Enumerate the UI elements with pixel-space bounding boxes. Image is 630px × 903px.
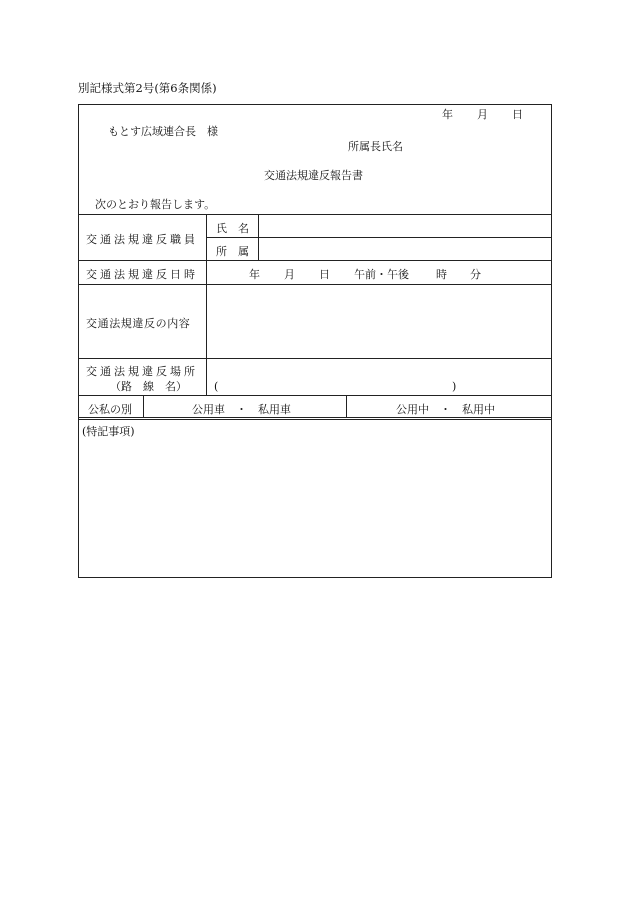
violation-place-field[interactable] (222, 378, 448, 393)
staff-affiliation-field[interactable] (262, 241, 548, 258)
content-row-label: 交通法規違反の内容 (86, 317, 191, 330)
place-open-paren: ( (214, 380, 219, 393)
duty-type-options[interactable]: 公用中 ・ 私用中 (396, 403, 495, 416)
datetime-month-label: 月 (284, 268, 295, 281)
date-month-label: 月 (477, 108, 488, 121)
place-close-paren: ) (452, 380, 457, 393)
route-name-label: （路 線 名） (110, 380, 187, 393)
place-row-label: 交通法規違反場所 (86, 365, 198, 378)
datetime-hour-label: 時 (436, 268, 447, 281)
vehicle-type-options[interactable]: 公用車 ・ 私用車 (192, 403, 291, 416)
intro-text: 次のとおり報告します。 (95, 198, 216, 211)
reporter-name-label: 所属長氏名 (348, 140, 403, 153)
remarks-field[interactable] (84, 440, 546, 572)
datetime-minute-label: 分 (470, 268, 481, 281)
date-year-label: 年 (442, 108, 453, 121)
datetime-year-label: 年 (249, 268, 260, 281)
document-title: 交通法規違反報告書 (264, 169, 363, 182)
addressee: もとす広域連合長 様 (108, 125, 218, 138)
violation-content-field[interactable] (210, 288, 548, 354)
affiliation-label: 所 属 (216, 245, 249, 258)
public-private-label: 公私の別 (88, 403, 132, 416)
date-day-label: 日 (512, 108, 523, 121)
staff-row-label: 交通法規違反職員 (86, 233, 198, 246)
form-caption: 別記様式第2号(第6条関係) (78, 81, 217, 95)
datetime-day-label: 日 (319, 268, 330, 281)
datetime-row-label: 交通法規違反日時 (86, 268, 198, 281)
remarks-label: (特記事項) (82, 425, 135, 438)
name-label: 氏 名 (216, 222, 249, 235)
datetime-ampm-label: 午前・午後 (354, 268, 409, 281)
staff-name-field[interactable] (262, 218, 548, 235)
